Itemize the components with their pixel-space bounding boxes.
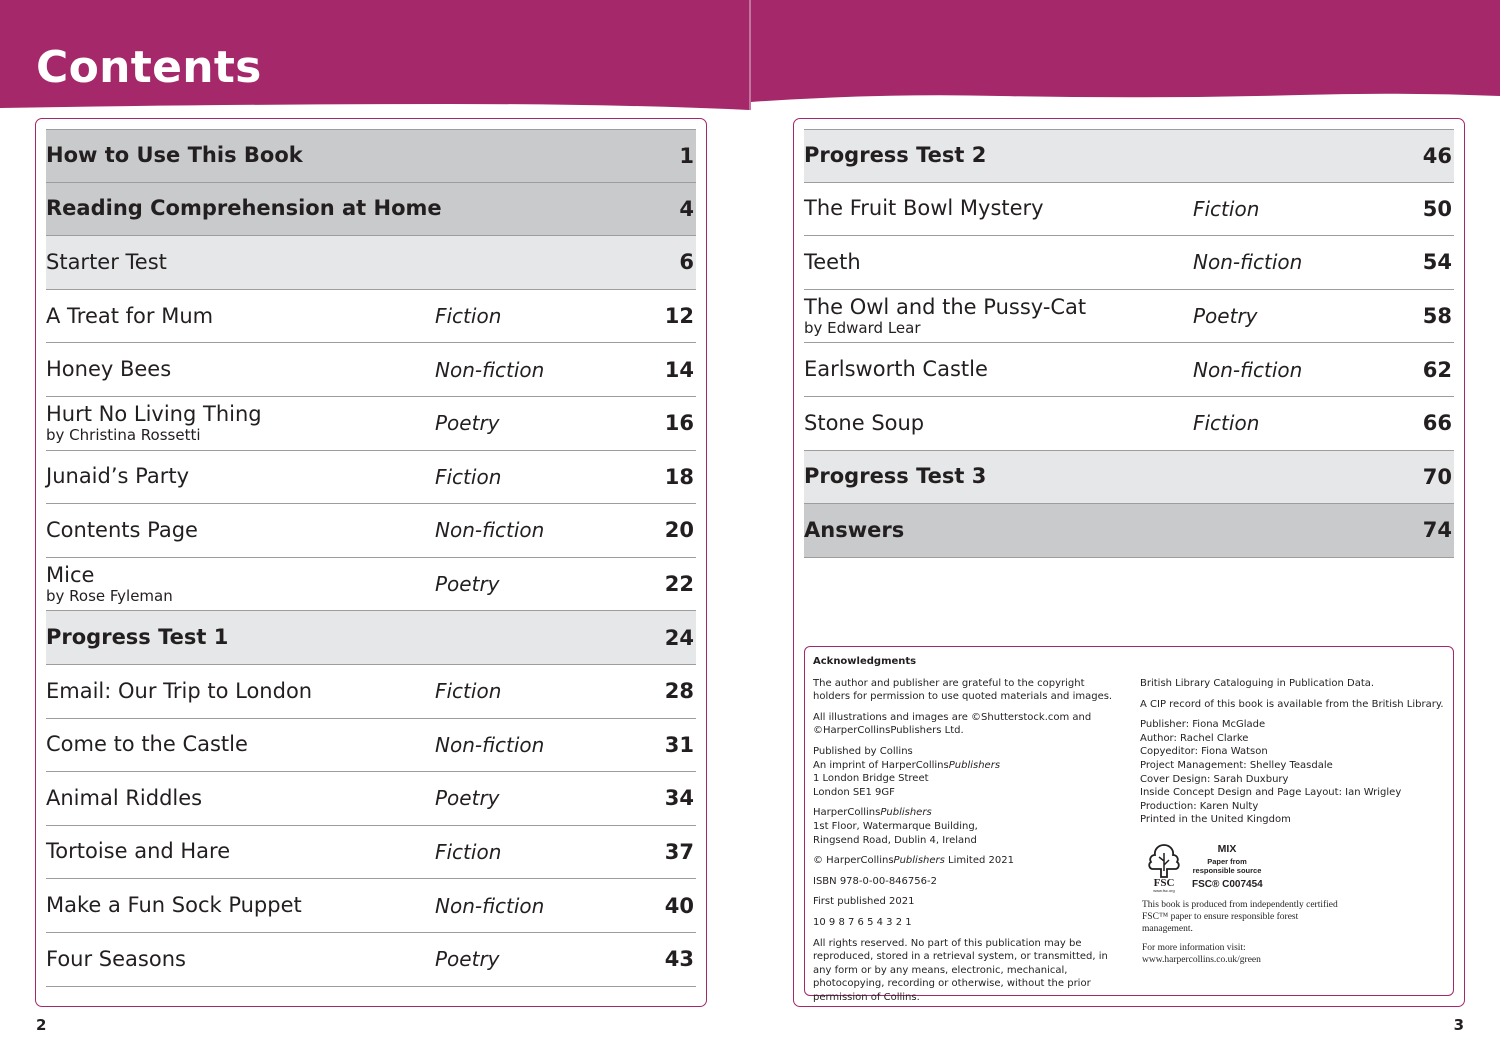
entry-page-number: 22 [664, 572, 694, 597]
entry-page-number: 50 [1422, 196, 1452, 221]
contents-row [46, 451, 696, 505]
entry-title: Honey Bees [46, 357, 172, 382]
fsc-tree-logo-icon [1142, 841, 1186, 893]
entry-author: by Christina Rossetti [46, 425, 201, 444]
entry-genre: Non-fiction [1193, 250, 1303, 275]
entry-title: Make a Fun Sock Puppet [46, 893, 302, 918]
publisher-address [813, 745, 1123, 799]
more-info-label: For more information visit: [1142, 943, 1246, 953]
entry-title-wrap [46, 236, 167, 289]
contents-panel-right [793, 118, 1465, 1007]
fsc-paper-from: Paper from [1207, 856, 1247, 866]
credit-project-management: Project Management: Shelley Teasdale [1140, 759, 1333, 771]
entry-page-number: 31 [664, 732, 694, 757]
entry-title-wrap [804, 183, 1044, 236]
fsc-logo-text: FSC [1153, 877, 1175, 889]
rights-reserved: All rights reserved. No part of this publication may be reproduced, stored in a retrieval system, or transmitted, in any form or by any means, electronic, mechanical, photocopying, recording or otherwise, without the prior permission of Collins. [813, 937, 1108, 1003]
acknowledgments-heading: Acknowledgments [813, 656, 917, 667]
contents-row [46, 611, 696, 665]
page-title: Contents [36, 42, 262, 93]
entry-page-number: 70 [1422, 464, 1452, 489]
entry-author: by Edward Lear [804, 318, 921, 337]
entry-page-number: 58 [1422, 304, 1452, 329]
entry-title-wrap [46, 879, 302, 932]
contents-row [804, 290, 1454, 344]
credit-author: Author: Rachel Clarke [1140, 732, 1249, 744]
contents-row [46, 772, 696, 826]
entry-genre: Fiction [1193, 196, 1260, 221]
entry-title: Email: Our Trip to London [46, 678, 313, 703]
ireland-address [813, 806, 1123, 847]
entry-title-wrap [46, 504, 198, 557]
more-info [1142, 942, 1342, 966]
entry-title: Earlsworth Castle [804, 357, 988, 382]
entry-page-number: 16 [664, 411, 694, 436]
contents-row [804, 343, 1454, 397]
entry-genre: Fiction [435, 840, 502, 865]
more-info-url: www.harpercollins.co.uk/green [1142, 955, 1261, 965]
entry-title-wrap [46, 130, 303, 182]
contents-row [46, 879, 696, 933]
contents-row [46, 719, 696, 773]
acknowledgments-grateful: The author and publisher are grateful to the copyright holders for permission to use quoted materials and images. [813, 677, 1113, 703]
entry-title: The Fruit Bowl Mystery [804, 196, 1044, 221]
entry-genre: Poetry [435, 947, 500, 972]
published-by: Published by Collins [813, 745, 913, 757]
entry-title-wrap [46, 558, 173, 611]
entry-genre: Poetry [435, 572, 500, 597]
entry-title: Junaid’s Party [46, 464, 190, 489]
contents-row [46, 129, 696, 183]
entry-title: Hurt No Living Thing [46, 401, 262, 426]
print-line: 10 9 8 7 6 5 4 3 2 1 [813, 916, 912, 928]
entry-title: Answers [804, 517, 905, 542]
entry-title-wrap [46, 772, 202, 825]
entry-genre: Fiction [435, 464, 502, 489]
copyright-line [813, 854, 1123, 868]
contents-row [46, 236, 696, 290]
imprint-prefix: An imprint of HarperCollins [813, 759, 949, 771]
entry-page-number: 54 [1422, 250, 1452, 275]
entry-page-number: 18 [664, 464, 694, 489]
entry-genre: Non-fiction [1193, 357, 1303, 382]
contents-row [804, 397, 1454, 451]
contents-row [46, 397, 696, 451]
entry-title-wrap [804, 343, 988, 396]
entry-page-number: 43 [664, 947, 694, 972]
entry-page-number: 6 [679, 250, 694, 275]
entry-title: Stone Soup [804, 410, 925, 435]
contents-row [804, 236, 1454, 290]
fsc-mix: MIX [1217, 843, 1237, 855]
credit-copyeditor: Copyeditor: Fiona Watson [1140, 746, 1268, 758]
entry-title: Contents Page [46, 517, 198, 542]
credit-printed: Printed in the United Kingdom [1140, 814, 1291, 826]
entry-title: Mice [46, 562, 95, 587]
credit-cover-design: Cover Design: Sarah Duxbury [1140, 773, 1289, 785]
acknowledgments-column-left [813, 655, 1123, 1004]
fsc-code: FSC® C007454 [1192, 878, 1263, 890]
entry-genre: Fiction [435, 679, 502, 704]
credit-production: Production: Karen Nulty [1140, 800, 1259, 812]
entry-genre: Non-fiction [435, 732, 545, 757]
entry-title-wrap [46, 719, 248, 772]
fsc-note [1142, 899, 1342, 966]
entry-page-number: 37 [664, 840, 694, 865]
cip-data: British Library Cataloguing in Publication Data. [1140, 678, 1375, 689]
entry-page-number: 12 [664, 304, 694, 329]
copyright-suffix: Limited 2021 [944, 855, 1014, 867]
entry-page-number: 20 [664, 518, 694, 543]
contents-row [46, 290, 696, 344]
entry-page-number: 34 [664, 786, 694, 811]
credits-list [1140, 718, 1445, 827]
page-number-right: 3 [1453, 1016, 1464, 1034]
entry-title-wrap [46, 451, 189, 504]
entry-title-wrap [804, 397, 924, 450]
entry-title-wrap [46, 933, 186, 986]
hc-name: HarperCollins [813, 807, 881, 819]
entry-title-wrap [804, 451, 986, 504]
entry-page-number: 14 [664, 357, 694, 382]
page-spine [749, 0, 751, 112]
address-line-2: London SE1 9GF [813, 786, 895, 798]
entry-page-number: 62 [1422, 357, 1452, 382]
entry-title-wrap [804, 130, 986, 182]
contents-row [804, 504, 1454, 558]
contents-row [804, 183, 1454, 237]
entry-title: Progress Test 2 [804, 143, 987, 168]
fsc-block [1140, 841, 1440, 965]
copyright-prefix: © HarperCollins [813, 855, 894, 867]
fsc-note-text: This book is produced from independently certified FSC™ paper to ensure responsible forest management. [1142, 900, 1338, 934]
entry-title-wrap [46, 611, 228, 664]
entry-page-number: 46 [1422, 143, 1452, 168]
entry-page-number: 74 [1422, 518, 1452, 543]
credit-inside-design: Inside Concept Design and Page Layout: Ian Wrigley [1140, 787, 1402, 799]
entry-genre: Non-fiction [435, 357, 545, 382]
entry-title-wrap [804, 504, 904, 557]
entry-title: Teeth [804, 249, 861, 274]
entry-genre: Fiction [1193, 411, 1260, 436]
credit-publisher: Publisher: Fiona McGlade [1140, 719, 1266, 731]
entry-page-number: 28 [664, 679, 694, 704]
entry-title: A Treat for Mum [46, 303, 214, 328]
ireland-line-2: Ringsend Road, Dublin 4, Ireland [813, 834, 977, 846]
entry-title-wrap [46, 343, 171, 396]
entry-title: Starter Test [46, 249, 167, 274]
acknowledgments-illustrations: All illustrations and images are ©Shutterstock.com and ©HarperCollinsPublishers Ltd. [813, 711, 1092, 737]
contents-row [46, 183, 696, 237]
entry-title: Animal Riddles [46, 785, 203, 810]
copyright-italic: Publishers [893, 855, 945, 867]
entry-title-wrap [46, 397, 262, 450]
fsc-responsible-source: responsible source [1192, 865, 1262, 875]
entry-page-number: 4 [679, 196, 694, 221]
entry-title: How to Use This Book [46, 143, 303, 168]
address-line-1: 1 London Bridge Street [813, 773, 929, 785]
contents-row [46, 826, 696, 880]
acknowledgments-box [804, 646, 1454, 1003]
imprint-italic: Publishers [948, 759, 1001, 771]
hc-italic: Publishers [880, 807, 932, 819]
contents-row [46, 665, 696, 719]
entry-genre: Poetry [435, 411, 500, 436]
contents-row [46, 504, 696, 558]
entry-title-wrap [46, 290, 213, 343]
entry-title: Come to the Castle [46, 732, 248, 757]
entry-page-number: 40 [664, 893, 694, 918]
entry-title: Tortoise and Hare [46, 839, 231, 864]
page-number-left: 2 [36, 1016, 47, 1034]
entry-genre: Fiction [435, 304, 502, 329]
entry-title: Four Seasons [46, 946, 186, 971]
entry-title: The Owl and the Pussy-Cat [804, 294, 1087, 319]
entry-title: Reading Comprehension at Home [46, 196, 442, 221]
entry-genre: Non-fiction [435, 893, 545, 918]
contents-list-right [804, 129, 1454, 558]
contents-panel-left [35, 118, 707, 1007]
ireland-line-1: 1st Floor, Watermarque Building, [813, 820, 978, 832]
contents-row [804, 451, 1454, 505]
entry-title-wrap [46, 183, 442, 236]
contents-row [46, 343, 696, 397]
first-published: First published 2021 [813, 896, 915, 908]
entry-author: by Rose Fyleman [46, 586, 173, 605]
entry-title-wrap [46, 826, 230, 879]
contents-row [804, 129, 1454, 183]
entry-title-wrap [46, 665, 312, 718]
entry-title: Progress Test 1 [46, 625, 229, 650]
entry-genre: Non-fiction [435, 518, 545, 543]
isbn: ISBN 978-0-00-846756-2 [813, 875, 937, 887]
contents-row [46, 558, 696, 612]
entry-genre: Poetry [1193, 304, 1258, 329]
entry-page-number: 24 [664, 625, 694, 650]
entry-page-number: 66 [1422, 411, 1452, 436]
entry-title-wrap [804, 290, 1086, 343]
acknowledgments-column-right [1140, 677, 1445, 965]
fsc-mix-label [1192, 843, 1262, 891]
entry-genre: Poetry [435, 786, 500, 811]
contents-list-left [46, 129, 696, 987]
entry-title-wrap [804, 236, 861, 289]
cip-record: A CIP record of this book is available from the British Library. [1140, 698, 1444, 710]
entry-title: Progress Test 3 [804, 464, 987, 489]
contents-row [46, 933, 696, 987]
fsc-logo-url: www.fsc.org [1153, 888, 1175, 893]
entry-page-number: 1 [679, 143, 694, 168]
